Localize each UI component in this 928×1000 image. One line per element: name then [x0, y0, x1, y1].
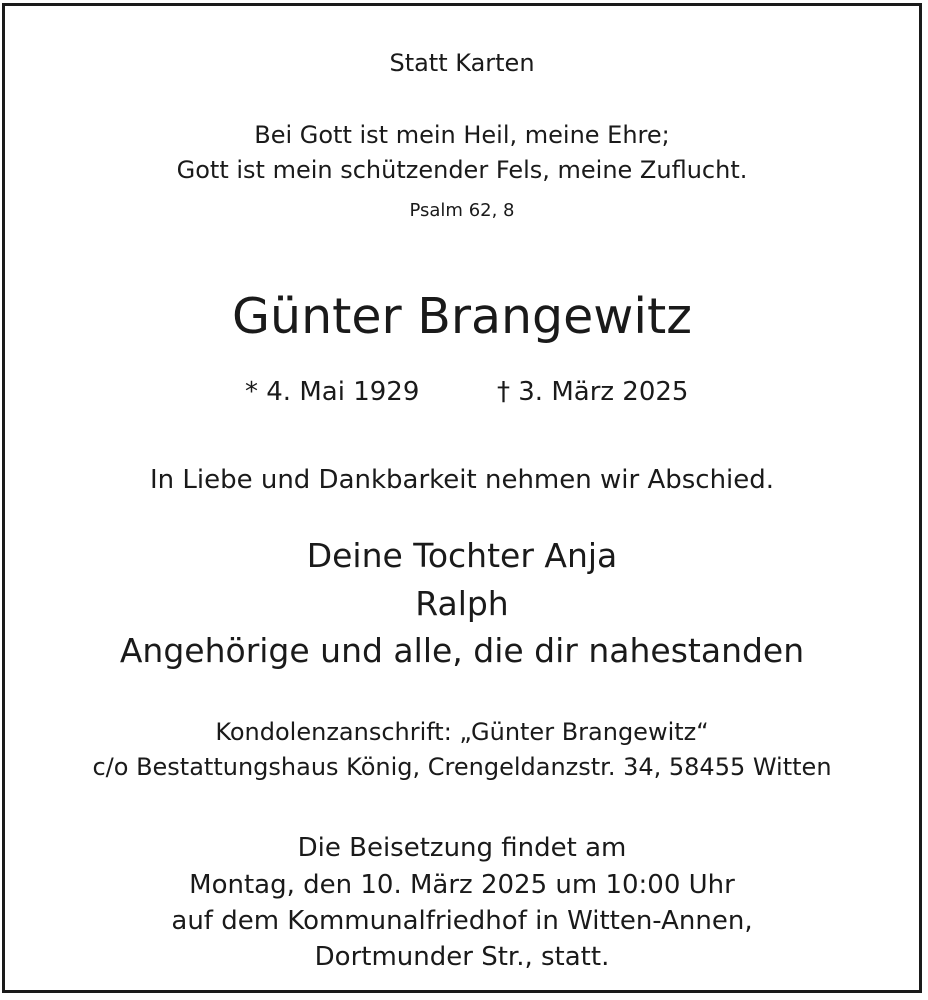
obituary-notice	[2, 3, 922, 993]
condolence-address-line-1: Kondolenzanschrift: „Günter Brangewitz“	[215, 718, 709, 746]
condolence-address-line-2: c/o Bestattungshaus König, Crengeldanzstr. 34, 58455 Witten	[92, 753, 832, 781]
verse-line-2: Gott ist mein schützender Fels, meine Zuflucht.	[176, 156, 748, 184]
funeral-info-line: Die Beisetzung findet am	[297, 833, 627, 863]
header-text: Statt Karten	[389, 49, 535, 77]
verse-line-1: Bei Gott ist mein Heil, meine Ehre;	[254, 121, 670, 149]
mourner-line: Deine Tochter Anja	[306, 536, 618, 575]
mourner-line: Angehörige und alle, die dir nahestanden	[119, 631, 805, 670]
funeral-info-line: auf dem Kommunalfriedhof in Witten-Annen,	[171, 906, 753, 936]
funeral-info-line: Dortmunder Str., statt.	[314, 942, 610, 972]
verse-reference: Psalm 62, 8	[409, 200, 515, 221]
mourner-line: Ralph	[415, 584, 509, 623]
life-dates	[5, 377, 919, 407]
deceased-name: Günter Brangewitz	[232, 288, 692, 345]
birth-date: * 4. Mai 1929	[245, 377, 420, 407]
farewell-text: In Liebe und Dankbarkeit nehmen wir Abschied.	[149, 465, 775, 495]
death-date: † 3. März 2025	[497, 377, 689, 407]
funeral-info-line: Montag, den 10. März 2025 um 10:00 Uhr	[189, 870, 735, 900]
